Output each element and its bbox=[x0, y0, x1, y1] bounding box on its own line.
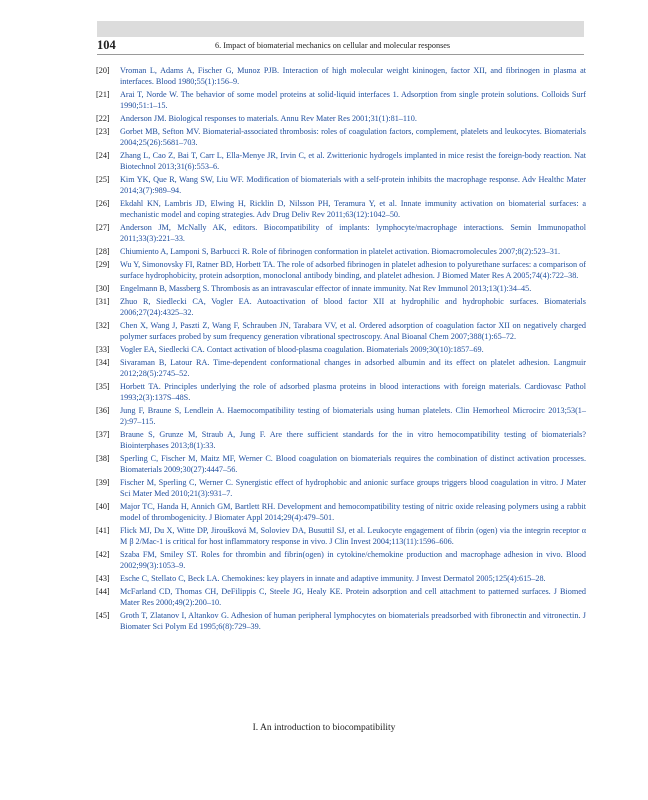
page-number: 104 bbox=[97, 38, 116, 52]
reference-number: [28] bbox=[96, 247, 110, 256]
reference-citation-link[interactable]: Groth T, Zlatanov I, Altankov G. Adhesion of human peripheral lymphocytes on biomaterials preadsorbed with fibronectin and vitronectin. J Biomater Sci Polym Ed 1995;6(8):729–39. bbox=[120, 611, 586, 631]
reference-item bbox=[96, 320, 586, 342]
reference-item bbox=[96, 65, 586, 87]
reference-citation-link[interactable]: Zhang L, Cao Z, Bai T, Carr L, Ella-Menye JR, Irvin C, et al. Zwitterionic hydrogels implanted in mice resist the foreign-body reaction. Nat Biotechnol 2013;31(6):553–6. bbox=[120, 151, 586, 171]
reference-item bbox=[96, 477, 586, 499]
reference-number: [43] bbox=[96, 574, 110, 583]
reference-number: [22] bbox=[96, 114, 110, 123]
reference-citation-link[interactable]: Fischer M, Sperling C, Werner C. Synergistic effect of hydrophobic and anionic surface groups triggers blood coagulation in vitro. J Mater Sci Mater Med 2010;21(3):931–7. bbox=[120, 478, 586, 498]
reference-number: [41] bbox=[96, 526, 110, 535]
reference-item bbox=[96, 586, 586, 608]
reference-citation-link[interactable]: Horbett TA. Principles underlying the role of adsorbed plasma proteins in blood interactions with foreign materials. Cardiovasc Pathol 1993;2(3):137S–48S. bbox=[120, 382, 586, 402]
reference-citation-link[interactable]: Braune S, Grunze M, Straub A, Jung F. Are there sufficient standards for the in vitro hemocompatibility testing of biomaterials? Biointerphases 2013;8(1):33. bbox=[120, 430, 586, 450]
reference-citation-link[interactable]: Ekdahl KN, Lambris JD, Elwing H, Ricklin D, Nilsson PH, Teramura Y, et al. Innate immunity activation on biomaterial surfaces: a mechanistic model and coping strategies. Adv Drug Deliv Rev 2011;63(12):1042–50. bbox=[120, 199, 586, 219]
reference-number: [34] bbox=[96, 358, 110, 367]
running-title: 6. Impact of biomaterial mechanics on cellular and molecular responses bbox=[215, 41, 451, 50]
reference-item bbox=[96, 296, 586, 318]
reference-item bbox=[96, 610, 586, 632]
header-bar bbox=[97, 21, 584, 37]
reference-number: [40] bbox=[96, 502, 110, 511]
reference-item bbox=[96, 453, 586, 475]
reference-item bbox=[96, 246, 586, 257]
reference-citation-link[interactable]: Wu Y, Simonovsky FI, Ratner BD, Horbett TA. The role of adsorbed fibrinogen in platelet adhesion to polyurethane surfaces: a comparison of surface hydrophobicity, protein adsorption, monoclonal antibody binding, and platelet adhesion. J Biomed Mater Res A 2005;74(4):722–38. bbox=[120, 260, 586, 280]
reference-number: [24] bbox=[96, 151, 110, 160]
reference-number: [36] bbox=[96, 406, 110, 415]
header-rule bbox=[97, 54, 584, 55]
reference-item bbox=[96, 89, 586, 111]
reference-item bbox=[96, 549, 586, 571]
reference-citation-link[interactable]: Szaba FM, Smiley ST. Roles for thrombin and fibrin(ogen) in cytokine/chemokine production and macrophage adhesion in vivo. Blood 2002;99(3):1053–9. bbox=[120, 550, 586, 570]
reference-item bbox=[96, 357, 586, 379]
reference-citation-link[interactable]: Esche C, Stellato C, Beck LA. Chemokines: key players in innate and adaptive immunity. J Invest Dermatol 2005;125(4):615–28. bbox=[120, 574, 546, 583]
reference-item bbox=[96, 344, 586, 355]
reference-citation-link[interactable]: Engelmann B, Massberg S. Thrombosis as an intravascular effector of innate immunity. Nat Rev Immunol 2013;13(1):34–45. bbox=[120, 284, 532, 293]
reference-number: [45] bbox=[96, 611, 110, 620]
reference-citation-link[interactable]: Chen X, Wang J, Paszti Z, Wang F, Schrauben JN, Tarabara VV, et al. Ordered adsorption of coagulation factor XII on negatively charged polymer surfaces probed by sum frequency generation vibrational spectroscopy. Anal Bioanal Chem 2007;388(1):65–72. bbox=[120, 321, 586, 341]
reference-item bbox=[96, 174, 586, 196]
reference-item bbox=[96, 573, 586, 584]
reference-number: [32] bbox=[96, 321, 110, 330]
reference-item bbox=[96, 198, 586, 220]
reference-number: [37] bbox=[96, 430, 110, 439]
reference-item bbox=[96, 113, 586, 124]
reference-number: [35] bbox=[96, 382, 110, 391]
reference-citation-link[interactable]: Gorbet MB, Sefton MV. Biomaterial-associated thrombosis: roles of coagulation factors, complement, platelets and leukocytes. Biomaterials 2004;25(26):5681–703. bbox=[120, 127, 586, 147]
reference-citation-link[interactable]: McFarland CD, Thomas CH, DeFilippis C, Steele JG, Healy KE. Protein adsorption and cell attachment to patterned surfaces. J Biomed Mater Res 2000;49(2):200–10. bbox=[120, 587, 586, 607]
reference-item bbox=[96, 429, 586, 451]
reference-citation-link[interactable]: Sivaraman B, Latour RA. Time-dependent conformational changes in adsorbed albumin and its effect on platelet adhesion. Langmuir 2012;28(5):2745–52. bbox=[120, 358, 586, 378]
reference-item bbox=[96, 525, 586, 547]
reference-citation-link[interactable]: Zhuo R, Siedlecki CA, Vogler EA. Autoactivation of blood factor XII at hydrophilic and hydrophobic surfaces. Biomaterials 2006;27(24):4325–32. bbox=[120, 297, 586, 317]
reference-number: [38] bbox=[96, 454, 110, 463]
reference-item bbox=[96, 381, 586, 403]
reference-citation-link[interactable]: Anderson JM. Biological responses to materials. Annu Rev Mater Res 2001;31(1):81–110. bbox=[120, 114, 417, 123]
reference-item bbox=[96, 150, 586, 172]
reference-number: [44] bbox=[96, 587, 110, 596]
reference-number: [20] bbox=[96, 66, 110, 75]
reference-citation-link[interactable]: Vroman L, Adams A, Fischer G, Munoz PJB. Interaction of high molecular weight kininogen, factor XII, and fibrinogen in plasma at interfaces. Blood 1980;55(1):156–9. bbox=[120, 66, 586, 86]
reference-number: [30] bbox=[96, 284, 110, 293]
reference-item bbox=[96, 222, 586, 244]
reference-citation-link[interactable]: Arai T, Norde W. The behavior of some model proteins at solid-liquid interfaces 1. Adsorption from single protein solutions. Colloids Surf 1990;51:1–15. bbox=[120, 90, 586, 110]
reference-citation-link[interactable]: Major TC, Handa H, Annich GM, Bartlett RH. Development and hemocompatibility testing of nitric oxide releasing polymers using a rabbit model of thrombogenicity. J Biomater Appl 2014;29(4):479–501. bbox=[120, 502, 586, 522]
reference-number: [31] bbox=[96, 297, 110, 306]
reference-item bbox=[96, 501, 586, 523]
reference-number: [21] bbox=[96, 90, 110, 99]
reference-number: [42] bbox=[96, 550, 110, 559]
reference-number: [29] bbox=[96, 260, 110, 269]
reference-list bbox=[96, 65, 586, 634]
reference-citation-link[interactable]: Flick MJ, Du X, Witte DP, Jiroušková M, Soloviev DA, Busuttil SJ, et al. Leukocyte engagement of fibrin (ogen) via the integrin receptor α M β 2/Mac-1 is critical for host inflammatory response in vivo. J Clin Invest 2004;113(11):1596–606. bbox=[120, 526, 586, 546]
reference-number: [23] bbox=[96, 127, 110, 136]
reference-number: [33] bbox=[96, 345, 110, 354]
reference-citation-link[interactable]: Vogler EA, Siedlecki CA. Contact activation of blood-plasma coagulation. Biomaterials 2009;30(10):1857–69. bbox=[120, 345, 484, 354]
reference-citation-link[interactable]: Jung F, Braune S, Lendlein A. Haemocompatibility testing of biomaterials using human platelets. Clin Hemorheol Microcirc 2013;53(1–2):97–115. bbox=[120, 406, 586, 426]
reference-item bbox=[96, 283, 586, 294]
reference-number: [27] bbox=[96, 223, 110, 232]
reference-citation-link[interactable]: Chiumiento A, Lamponi S, Barbucci R. Role of fibrinogen conformation in platelet activation. Biomacromolecules 2007;8(2):523–31. bbox=[120, 247, 560, 256]
reference-item bbox=[96, 126, 586, 148]
reference-number: [25] bbox=[96, 175, 110, 184]
footer-part-title: I. An introduction to biocompatibility bbox=[252, 723, 396, 733]
reference-number: [39] bbox=[96, 478, 110, 487]
reference-item bbox=[96, 259, 586, 281]
reference-citation-link[interactable]: Sperling C, Fischer M, Maitz MF, Werner C. Blood coagulation on biomaterials requires the combination of distinct activation processes. Biomaterials 2009;30(27):4447–56. bbox=[120, 454, 586, 474]
reference-citation-link[interactable]: Kim YK, Que R, Wang SW, Liu WF. Modification of biomaterials with a self-protein inhibits the macrophage response. Adv Healthc Mater 2014;3(7):989–94. bbox=[120, 175, 586, 195]
reference-number: [26] bbox=[96, 199, 110, 208]
reference-item bbox=[96, 405, 586, 427]
reference-citation-link[interactable]: Anderson JM, McNally AK, editors. Biocompatibility of implants: lymphocyte/macrophage interactions. Semin Immunopathol 2011;33(3):221–33. bbox=[120, 223, 586, 243]
